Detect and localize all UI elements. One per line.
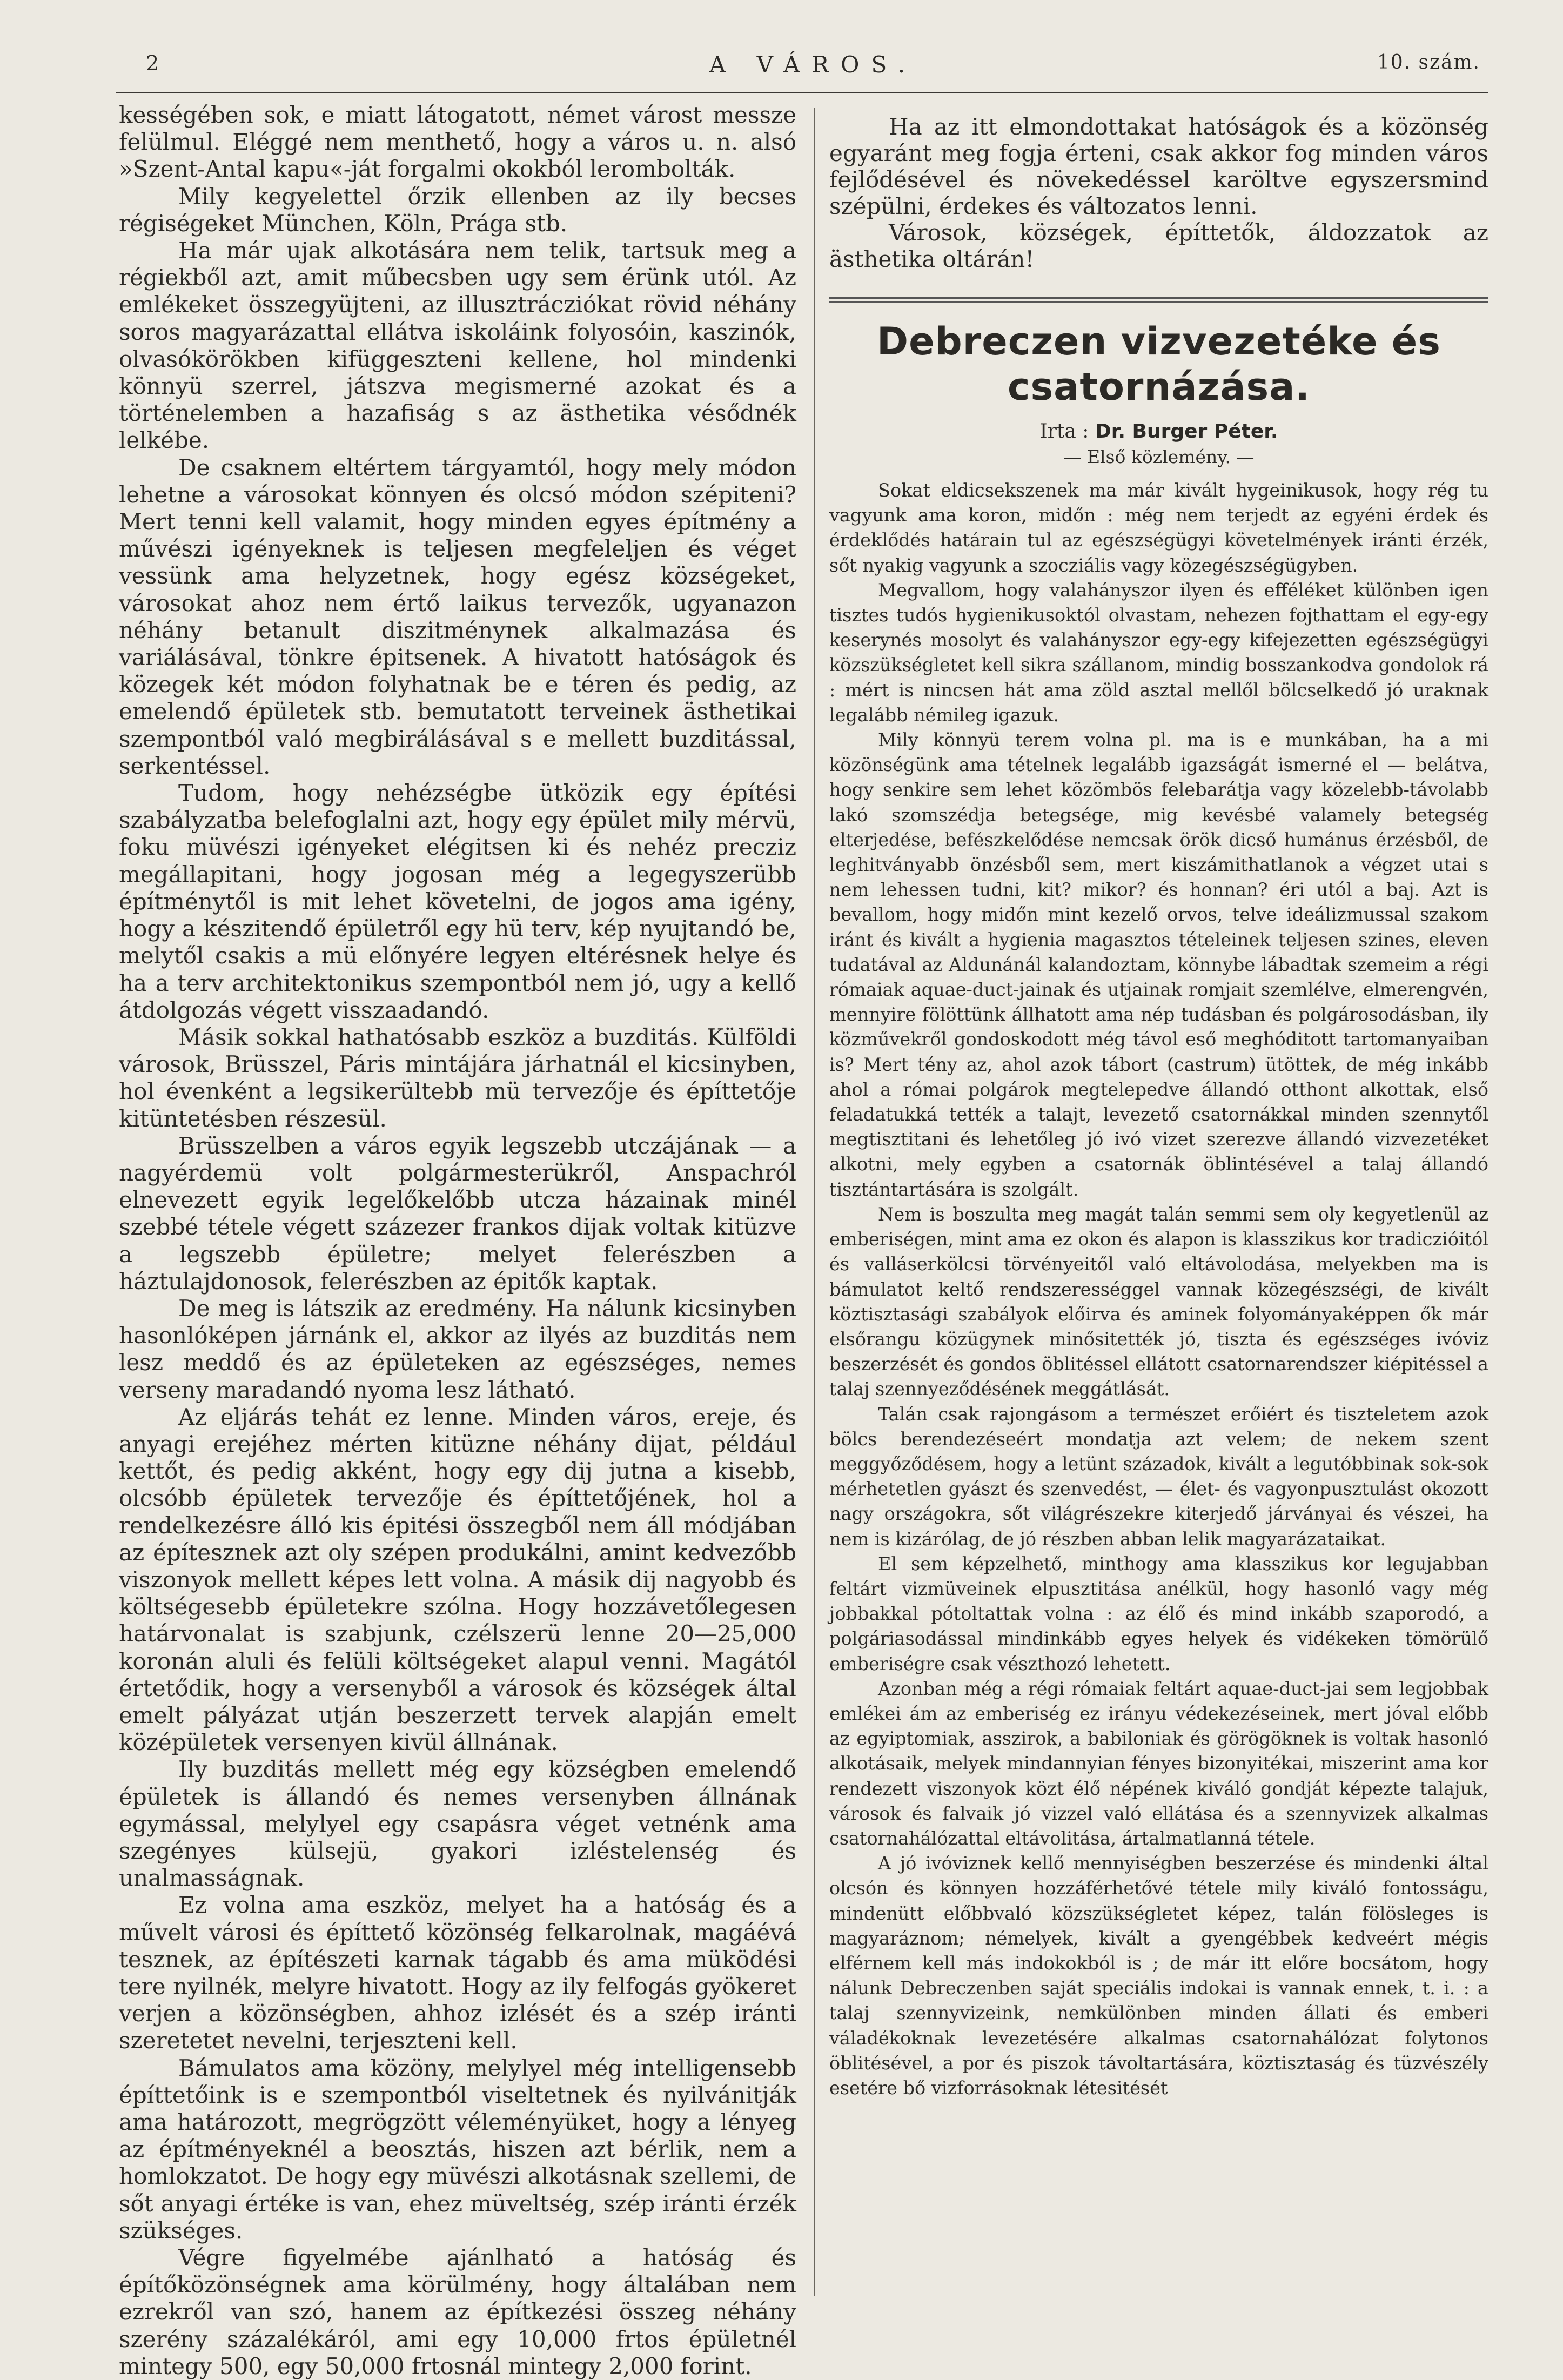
paragraph: Az eljárás tehát ez lenne. Minden város, ereje, és anyagi erejéhez mérten kitüzne néhány dijat, például kettőt, és pedig akként, hogy egy dij jutna a kisebb, olcsóbb épületek tervezője és építtetőjének, hol a rendelkezésre álló kis épitési összegből nem áll módjában az építesznek azt oly szépen produkálni, amint kedvezőbb viszonyok mellett képes lett volna. A másik dij nagyobb és költségesebb épületekre szólna. Hogy hozzávetőlegesen határvonalat is szabjunk, czélszerü lenne 20—25,000 koronán aluli és felüli költségeket alapul venni. Magától értetődik, hogy a versenyből a városok és községek által emelt pályázat utján beszerzett tervek alapján emelt középületek versenyen kivül állnának. bbox=[119, 1403, 796, 1756]
issue-number: 10. szám. bbox=[1377, 51, 1480, 73]
left-column bbox=[119, 102, 796, 2380]
journal-title: A VÁROS. bbox=[709, 51, 917, 78]
paragraph: Azonban még a régi rómaiak feltárt aquae-duct-jai sem legjobbak emlékei ám az emberiség ez irányu védekezéseinek, mert jóval előbb az egyiptomiak, asszirok, a babiloniak és görögöknek is voltak hasonló alkotásaik, melyek mindannyian fényes bizonyitékai, miszerint ama kor rendezett viszonyok közt élő népének kiváló gondját képezte talajuk, városok és falvaik jó vizzel való ellátása és a szennyvizek alkalmas csatornahálózattal eltávolitása, ártalmatlanná tétele. bbox=[829, 1678, 1488, 1849]
article-byline bbox=[829, 420, 1488, 443]
paragraph: Brüsszelben a város egyik legszebb utczájának — a nagyérdemü volt polgármesterükről, Anspachról elnevezett egyik legelőkelőbb utcza házainak minél szebbé tétele végett százezer frankos dijak voltak kitüzve a legszebb épületre; melyet felerészben a háztulajdonosok, felerészben az épitők kaptak. bbox=[119, 1132, 796, 1295]
paragraph: A jó ivóviznek kellő mennyiségben beszerzése és mindenki által olcsón és könnyen hozzáférhetővé tétele mily kiváló fontosságu, mindenütt előbbvaló közszükségletet képez, talán fölösleges is magyaráznom; némelyek, kivált a gyengébbek kedveért mégis elférnem kell más indokokból is ; de már itt előre bocsátom, hogy nálunk Debreczenben saját speciális indokai is vannak ennek, t. i. : a talaj szennyvizeink, nemkülönben minden állati és emberi váladékoknak levezetésére alkalmas csatornahálózat folytonos öblitésével, a por és piszok távoltartására, köztisztaság és tüzvészély esetére bő vizforrásoknak létesitését bbox=[829, 1853, 1488, 2099]
paragraph: Ha az itt elmondottakat hatóságok és a közönség egyaránt meg fogja érteni, csak akkor fog minden város fejlődésével és növekedéssel karöltve egyszersmind szépülni, érdekes és változatos lenni. bbox=[829, 113, 1488, 219]
column-separator bbox=[814, 108, 815, 2296]
paragraph: De meg is látszik az eredmény. Ha nálunk kicsinyben hasonlóképen járnánk el, akkor az ilyés az buzditás nem lesz meddő és az épületeken az egészséges, nemes verseny maradandó nyoma lesz látható. bbox=[119, 1295, 796, 1403]
article-title: Debreczen vizvezetéke és csatornázása. bbox=[877, 319, 1441, 409]
paragraph: El sem képzelhető, minthogy ama klasszikus kor legujabban feltárt vizmüveinek elpusztitása anélkül, hogy hasonló vagy még jobbakkal pótoltattak volna : az élő és mind inkább szaporodó, a polgáriasodással mindinkább egyes helyek és vidékeken tömörülő emberiségre csak vészthozó lehetett. bbox=[829, 1553, 1488, 1674]
page-number: 2 bbox=[146, 51, 160, 75]
paragraph: Mily könnyü terem volna pl. ma is e munkában, ha a mi közönségünk ama tételnek legalább igazságát ismerné el — belátva, hogy senkire sem lehet közömbös felebarátja vagy közelebb-távolabb lakó szomszédja betegsége, mig kevésbé valamely betegség elterjedése, befészkelődése nemcsak örök dicső humánus érzésből, de leghitványabb önzésből sem, mert kiszámithatlanok a végzet utai s nem lehessen tudni, kit? mikor? és honnan? éri utól a baj. Azt is bevallom, hogy midőn mint kezelő orvos, telve ideálizmussal szakom iránt és kivált a hygienia magasztos tételeinek teljesen szines, eleven tudatával az Aldunánál kalandoztam, könnybe lábadtak szemeim a régi rómaiak aquae-duct-jainak és utjainak romjait szemlélve, elmerengvén, mennyire fölöttünk állhatott ama nép tudásban és polgárosodásban, ily közművekről gondoskodott még távol eső meghóditott tartomanyaiban is? Mert tény az, ahol azok tábort (castrum) ütöttek, de még inkább ahol a római polgárok megtelepedve állandó otthont alkottak, első feladatukká tették a talajt, levezető csatornákkal minden szennytől megtisztitani és lehetőleg jó ivó vizet szerezve állandó vizvezetéket alkotni, mely egyben a csatornák öblintésével a talaj állandó tisztántartására is szolgált. bbox=[829, 729, 1488, 1200]
paragraph: Tudom, hogy nehézségbe ütközik egy építési szabályzatba belefoglalni azt, hogy egy épület mily mérvü, foku müvészi igényeket elégitsen ki és nehéz precziz megállapitani, hogy jogosan még a legegyszerübb építménytől is mit lehet követelni, de jogos ama igény, hogy a készitendő épületről egy hü terv, kép nyujtandó be, melytől csakis a mü előnyére legyen eltérésnek helye és ha a terv architektonikus szempontból nem jó, ugy a kellő átdolgozás végett visszaadandó. bbox=[119, 780, 796, 1023]
paragraph: Talán csak rajongásom a természet erőiért és tiszteletem azok bölcs berendezéseért mondatja azt velem; de nekem szent meggyőződésem, hogy a letünt századok, kivált a legutóbbinak sok-sok mérhetetlen gyászt és szenvedést, — élet- és vagyonpusztulást okozott nagy országokra, sőt világrészekre kiterjedő járványai és vészei, ha nem is kizárólag, de jó részben abban lelik magyarázataikat. bbox=[829, 1403, 1488, 1550]
author-name: Dr. Burger Péter. bbox=[1095, 420, 1278, 443]
paragraph: Bámulatos ama közöny, melylyel még intelligensebb építtetőink is e szempontból viseltetnek és nyilvánitják ama határozott, megrögzött véleményüket, hogy a lényeg az építményeknél a beosztás, hiszen azt bérlik, nem a homlokzatot. De hogy egy müvészi alkotásnak szellemi, de sőt anyagi értéke is van, ehez müveltség, szép iránti érzék szükséges. bbox=[119, 2054, 796, 2244]
installment-label: — Első közlemény. — bbox=[1063, 446, 1255, 467]
section-divider bbox=[829, 297, 1488, 303]
paragraph: Ily buzditás mellett még egy községben emelendő épületek is állandó és nemes versenyben állnának egymással, melylyel egy csapásra véget vetnénk ama szegényes külsejü, gyakori izléstelenség és unalmasságnak. bbox=[119, 1756, 796, 1892]
paragraph: De csaknem eltértem tárgyamtól, hogy mely módon lehetne a városokat könnyen és olcsó módon szépiteni? Mert tenni kell valamit, hogy minden egyes építmény a művészi igényeknek is teljesen megfeleljen és véget vessünk ama helyzetnek, hogy egész községeket, városokat ahoz nem értő laikus tervezők, ugyanazon néhány betanult diszitménynek alkalmazása és variálásával, tönkre épitsenek. A hivatott hatóságok és közegek két módon folyhatnak be e téren és pedig, az emelendő épületek stb. bemutatott terveinek ästhetikai szempontból való megbirálásával s e mellett buzditással, serkentéssel. bbox=[119, 454, 796, 779]
paragraph: Sokat eldicsekszenek ma már kivált hygeinikusok, hogy rég tu vagyunk ama koron, midőn : még nem terjedt az egyéni érdek és érdeklődés határain tul az egészségügyi követelmények iránti érzék, sőt nyakig vagyunk a szocziális vagy közegészségügyben. bbox=[829, 480, 1488, 576]
article-body bbox=[829, 478, 1488, 2101]
paragraph: Végre figyelmébe ajánlható a hatóság és építőközönségnek ama körülmény, hogy általában nem ezrekről van szó, hanem az építkezési összeg néhány szerény százalékáról, ami egy 10,000 frtos épületnél mintegy 500, egy 50,000 frtosnál mintegy 2,000 forint. bbox=[119, 2244, 796, 2379]
page-header bbox=[140, 51, 1486, 84]
paragraph: Mily kegyelettel őrzik ellenben az ily becses régiségeket München, Köln, Prága stb. bbox=[119, 183, 796, 237]
paragraph: Ha már ujak alkotására nem telik, tartsuk meg a régiekből azt, amit műbecsben ugy sem érünk utól. Az emlékeket összegyüjteni, az illusztrácziókat rövid néhány soros magyarázattal ellátva iskoláink folyosóin, kaszinók, olvasókörökben kifüggeszteni kellene, hol mindenki könnyü szerrel, játszva megismerné azokat és a történelemben a hazafiság s az ästhetika vésődnék lelkébe. bbox=[119, 237, 796, 454]
paragraph: Nem is boszulta meg magát talán semmi sem oly kegyetlenül az emberiségen, mint ama ez okon és alapon is klasszikus kor tradiczióitól és valláserkölcsi törvényeitől való eltávolodása, melyekben ma is bámulatot keltő rendszerességgel vannak közegészségi, de kivált köztisztasági szabályok előirva és aminek folyományaképpen ők már elsőrangu közügynek minősitették jó, tiszta és egészséges ivóviz beszerzését és gondos öblitéssel ellátott csatornarendszer kiépitéssel a talaj szennyeződésének meggátlását. bbox=[829, 1203, 1488, 1400]
header-rule bbox=[116, 92, 1488, 93]
paragraph: Ez volna ama eszköz, melyet ha a hatóság és a művelt városi és építtető közönség felkarolnak, magáévá tesznek, az építészeti karnak tágabb és ama müködési tere nyilnék, melyre hivatott. Hogy az ily felfogás gyökeret verjen a közönségben, ahhoz izlését és a szép iránti szeretetet nevelni, terjeszteni kell. bbox=[119, 1892, 796, 2054]
paragraph: kességében sok, e miatt látogatott, német várost messze felülmul. Eléggé nem menthető, hogy a város u. n. alsó »Szent-Antal kapu«-ját forgalmi okokból lerombolták. bbox=[119, 102, 796, 183]
right-column-top bbox=[829, 113, 1488, 272]
byline-prefix: Irta : bbox=[1039, 420, 1089, 443]
paragraph: Városok, községek, építtetők, áldozzatok az ästhetika oltárán! bbox=[829, 219, 1488, 272]
paragraph: Megvallom, hogy valahányszor ilyen és efféléket különben igen tisztes tudós hygienikusoktól olvastam, nehezen fojthattam el egy-egy keserynés mosolyt és valahányszor egy-egy kifejezetten egészségügyi közszükségletet kell sikra szállanom, mindig bosszankodva gondolok rá : mért is nincsen hát ama zöld asztal mellől bölcselkedő jó uraknak legalább némileg igazuk. bbox=[829, 579, 1488, 726]
paragraph: Másik sokkal hathatósabb eszköz a buzditás. Külföldi városok, Brüsszel, Páris mintájára járhatnál el kicsinyben, hol évenként a legsikerültebb mü tervezője és építtetője kitüntetésben részesül. bbox=[119, 1023, 796, 1132]
